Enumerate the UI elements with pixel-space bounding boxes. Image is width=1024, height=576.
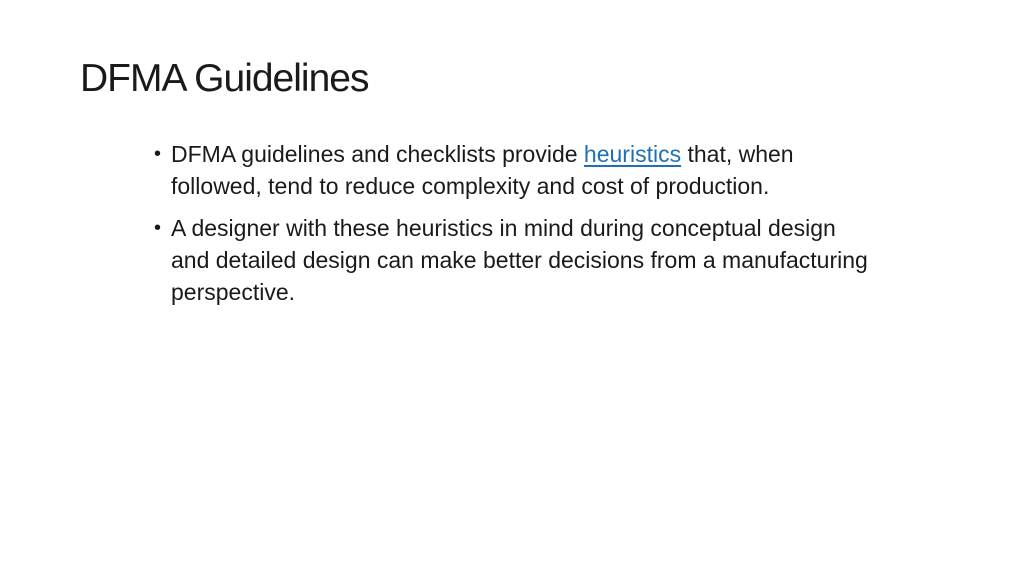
bullet-1-text-before: DFMA guidelines and checklists provide — [171, 141, 584, 167]
bullet-dot-icon: • — [154, 217, 162, 239]
bullet-list — [152, 138, 872, 318]
slide-title: DFMA Guidelines — [80, 57, 369, 100]
bullet-1-text-after: that, when followed, tend to reduce complexity and cost of production. — [171, 141, 794, 199]
bullet-item-2 — [152, 212, 872, 308]
bullet-dot-icon: • — [154, 143, 162, 165]
bullet-2-text: A designer with these heuristics in mind during conceptual design and detailed design can make better decisions from a manufacturing perspective. — [171, 215, 868, 305]
heuristics-link[interactable]: heuristics — [583, 141, 682, 167]
bullet-item-1 — [152, 138, 872, 202]
